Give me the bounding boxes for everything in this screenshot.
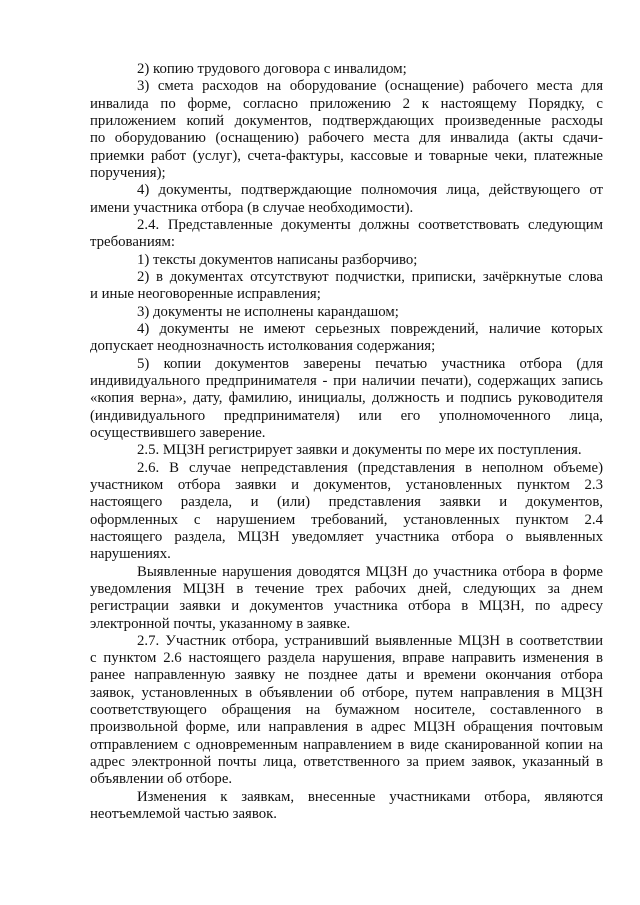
- text-line: с пунктом 2.6 настоящего раздела нарушения, вправе направить изменения в: [90, 650, 603, 667]
- text-line: 2.7. Участник отбора, устранивший выявленные МЦЗН в соответствии: [137, 632, 603, 649]
- text-line: «копия верна», дату, фамилию, инициалы, должность и подпись руководителя: [90, 390, 603, 407]
- document-body: [90, 61, 603, 823]
- paragraph: [90, 321, 603, 356]
- text-line: имени участника отбора (в случае необходимости).: [90, 199, 414, 216]
- text-line: 2.5. МЦЗН регистрирует заявки и документы по мере их поступления.: [137, 442, 582, 459]
- paragraph: [90, 269, 603, 304]
- text-line: осуществившего заверение.: [90, 424, 266, 441]
- text-line: Выявленные нарушения доводятся МЦЗН до участника отбора в форме: [137, 563, 603, 580]
- text-line: настоящего раздела, МЦЗН уведомляет участника отбора о выявленных: [90, 528, 603, 545]
- paragraph: [90, 442, 603, 459]
- paragraph: [90, 789, 603, 824]
- text-line: 3) смета расходов на оборудование (оснащение) рабочего места для: [137, 78, 603, 95]
- paragraph: [90, 217, 603, 252]
- text-line: адрес электронной почты лица, ответственного за прием заявок, указанный в: [90, 754, 603, 771]
- text-line: (индивидуального предпринимателя) или его уполномоченного лица,: [90, 407, 603, 424]
- text-line: индивидуального предпринимателя - при наличии печати), содержащих запись: [90, 372, 603, 389]
- text-line: 2) в документах отсутствуют подчистки, приписки, зачёркнутые слова: [137, 268, 603, 285]
- paragraph: [90, 78, 603, 182]
- text-line: 5) копии документов заверены печатью участника отбора (для: [137, 355, 603, 372]
- text-line: 2.6. В случае непредставления (представления в неполном объеме): [137, 459, 603, 476]
- paragraph: [90, 61, 603, 78]
- text-line: электронной почты, указанному в заявке.: [90, 615, 351, 632]
- text-line: допускает неоднозначность истолкования содержания;: [90, 338, 436, 355]
- text-line: по оборудованию (оснащению) рабочего места для инвалида (акты сдачи-: [90, 130, 603, 147]
- text-line: поручения);: [90, 164, 166, 181]
- text-line: 4) документы, подтверждающие полномочия лица, действующего от: [137, 182, 603, 199]
- text-line: и иные неоговоренные исправления;: [90, 286, 321, 303]
- paragraph: [90, 633, 603, 789]
- paragraph: [90, 252, 603, 269]
- paragraph: [90, 356, 603, 443]
- text-line: отправлением с одновременным направлением в виде сканированной копии на: [90, 736, 603, 753]
- paragraph: [90, 564, 603, 633]
- text-line: уведомления МЦЗН в течение трех рабочих дней, следующих за днем: [90, 580, 603, 597]
- text-line: оформленных с нарушением требований, установленных пунктом 2.4: [90, 511, 603, 528]
- text-line: 3) документы не исполнены карандашом;: [137, 303, 399, 320]
- paragraph: [90, 460, 603, 564]
- text-line: нарушениях.: [90, 546, 171, 563]
- text-line: 2.4. Представленные документы должны соответствовать следующим: [137, 216, 603, 233]
- text-line: 1) тексты документов написаны разборчиво;: [137, 251, 418, 268]
- text-line: 4) документы не имеют серьезных повреждений, наличие которых: [137, 320, 603, 337]
- text-line: требованиям:: [90, 234, 176, 251]
- text-line: Изменения к заявкам, внесенные участниками отбора, являются: [137, 788, 603, 805]
- text-line: неотъемлемой частью заявок.: [90, 806, 278, 823]
- text-line: соответствующего обращения на бумажном носителе, составленного в: [90, 702, 603, 719]
- text-line: заявок, установленных в объявлении об отборе, путем направления в МЦЗН: [90, 684, 603, 701]
- text-line: инвалида по форме, согласно приложению 2 к настоящему Порядку, с: [90, 95, 603, 112]
- text-line: регистрации заявки и документов участника отбора в МЦЗН, по адресу: [90, 598, 603, 615]
- text-line: 2) копию трудового договора с инвалидом;: [137, 61, 407, 77]
- text-line: ранее направленную заявку не позднее даты и времени окончания отбора: [90, 667, 603, 684]
- text-line: произвольной форме, или направления в адрес МЦЗН обращения почтовым: [90, 719, 603, 736]
- text-line: приложением копий документов, подтверждающих произведенные расходы: [90, 112, 603, 129]
- text-line: объявлении об отборе.: [90, 771, 233, 788]
- paragraph: [90, 304, 603, 321]
- text-line: настоящего раздела, и (или) представления заявки и документов,: [90, 494, 603, 511]
- text-line: участником отбора заявки и документов, установленных пунктом 2.3: [90, 476, 603, 493]
- text-line: приемки работ (услуг), счета-фактуры, кассовые и товарные чеки, платежные: [90, 147, 603, 164]
- paragraph: [90, 182, 603, 217]
